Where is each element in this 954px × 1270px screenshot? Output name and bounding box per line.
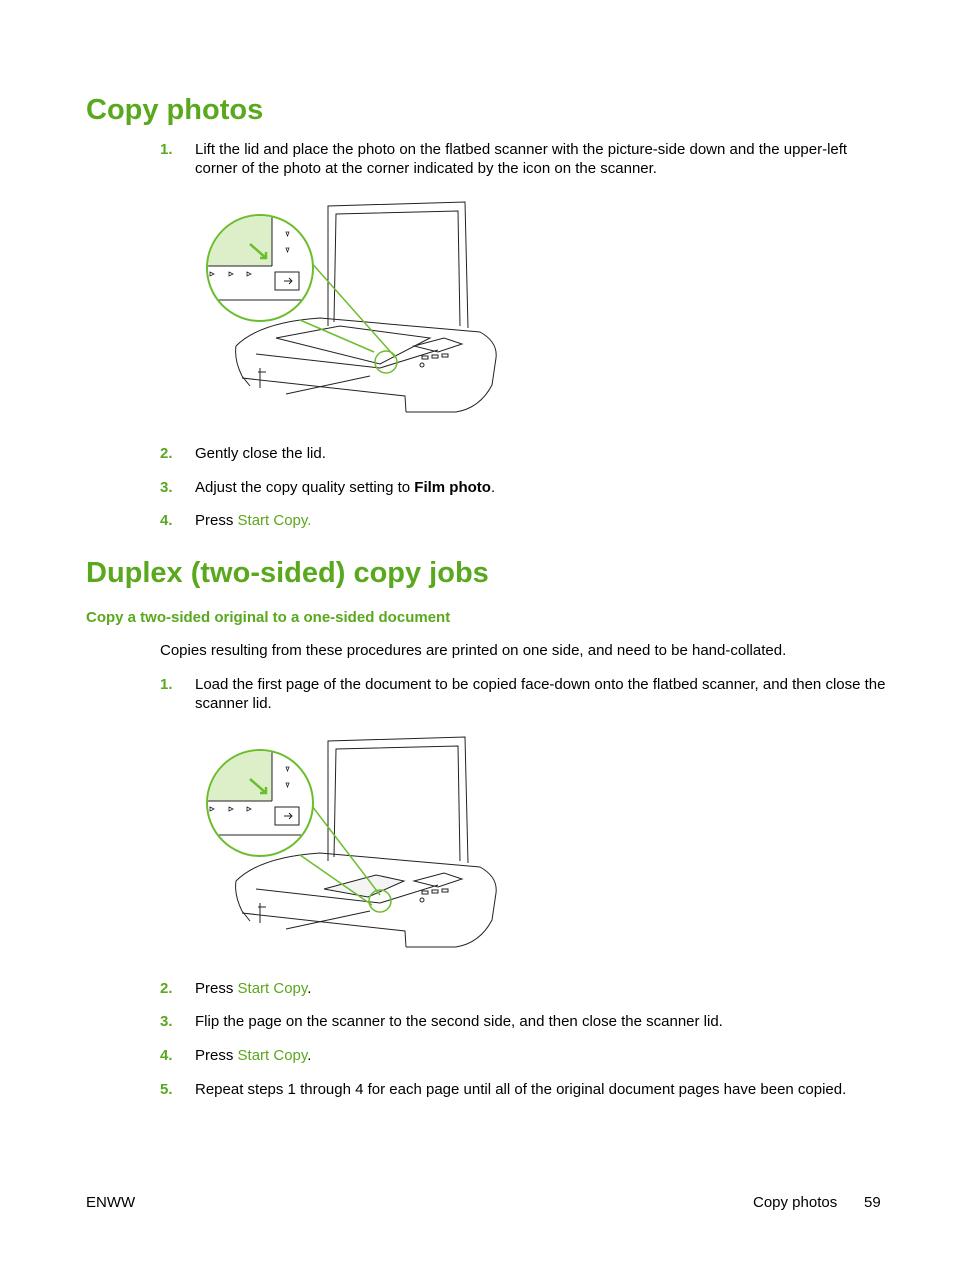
step-number: 2.: [160, 445, 173, 462]
step-text-part: Adjust the copy quality setting to: [195, 479, 415, 496]
step-item: [160, 511, 890, 530]
page-number: 59: [864, 1194, 881, 1211]
start-copy-button-ref: Start Copy: [237, 1047, 308, 1064]
step-item: [160, 675, 890, 713]
section-subtitle: Copy a two-sided original to a one-sided document: [86, 609, 451, 626]
scanner-illustration: [200, 735, 500, 953]
footer-section: Copy photos: [753, 1194, 838, 1211]
start-copy-button-ref: Start Copy: [237, 980, 308, 997]
step-number: 1.: [160, 676, 173, 693]
step-item: [160, 1012, 890, 1031]
step-text-part: .: [307, 980, 312, 997]
step-item: [160, 444, 890, 463]
step-number: 5.: [160, 1081, 173, 1098]
step-number: 4.: [160, 1047, 173, 1064]
step-item: [160, 1046, 890, 1065]
step-text-part: .: [490, 479, 496, 496]
step-text: Lift the lid and place the photo on the flatbed scanner with the picture-side down and the upper-left corner of the photo at the corner indicated by the icon on the scanner.: [195, 141, 848, 177]
section-title: Duplex (two-sided) copy jobs: [86, 557, 489, 589]
step-text-part: Press: [195, 980, 238, 997]
step-number: 1.: [160, 141, 173, 158]
step-text: [195, 1046, 890, 1065]
scanner-illustration: [200, 200, 500, 418]
step-number: 2.: [160, 980, 173, 997]
page-title: Copy photos: [86, 94, 264, 126]
setting-name: Film photo: [414, 479, 491, 496]
step-text: Flip the page on the scanner to the second side, and then close the scanner lid.: [195, 1013, 723, 1030]
step-text: Load the first page of the document to be copied face-down onto the flatbed scanner, and then close the scanner lid.: [195, 676, 886, 712]
step-item: [160, 140, 890, 178]
step-text-part: .: [307, 1047, 312, 1064]
step-text: Gently close the lid.: [195, 445, 326, 462]
step-text: [195, 511, 890, 530]
step-text: [195, 979, 890, 998]
start-copy-button-ref: Start Copy.: [237, 512, 312, 529]
step-number: 3.: [160, 1013, 173, 1030]
step-text: Repeat steps 1 through 4 for each page until all of the original document pages have been copied.: [195, 1081, 847, 1098]
intro-paragraph: Copies resulting from these procedures are printed on one side, and need to be hand-collated.: [160, 642, 787, 659]
step-text: [195, 478, 890, 497]
step-text-part: Press: [195, 512, 238, 529]
step-item: [160, 979, 890, 998]
step-item: [160, 1080, 890, 1099]
footer-left: ENWW: [86, 1194, 136, 1211]
step-item: [160, 478, 890, 497]
step-number: 3.: [160, 479, 173, 496]
step-number: 4.: [160, 512, 173, 529]
step-text-part: Press: [195, 1047, 238, 1064]
